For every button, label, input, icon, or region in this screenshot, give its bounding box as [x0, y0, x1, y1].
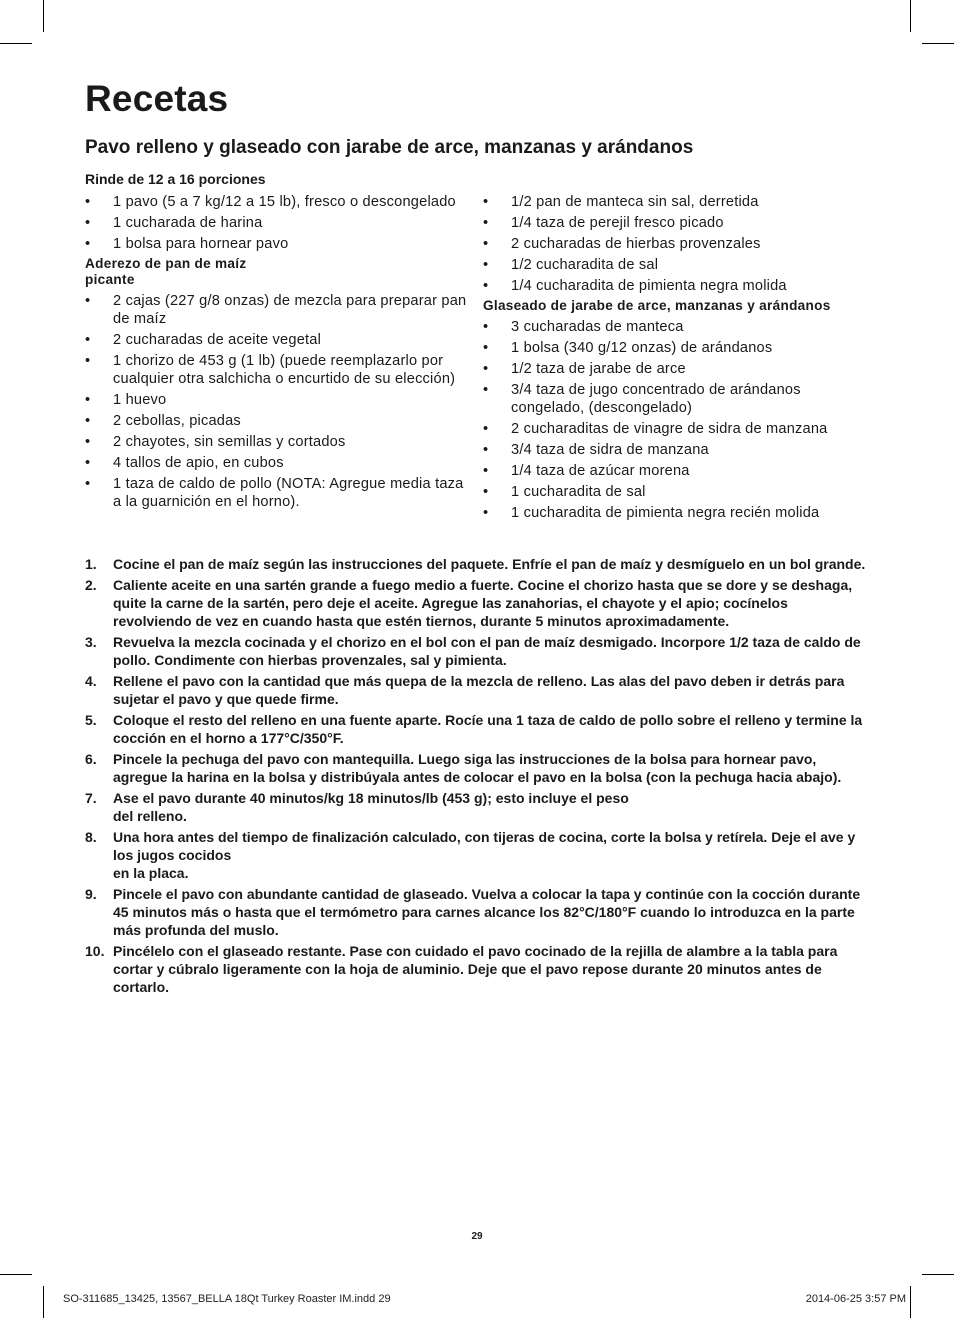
list-item: • 1/2 pan de manteca sin sal, derretida — [483, 194, 759, 210]
crop-mark — [922, 43, 954, 44]
step-item: 6. Pincele la pechuga del pavo con mantequilla. Luego siga las instrucciones de la bolsa para hornear pavo, agregue la harina en la bolsa y distribúyala antes de colocar el pavo en la bolsa (con la pechuga hacia abajo). — [85, 751, 842, 785]
list-item: • 1 pavo (5 a 7 kg/12 a 15 lb), fresco o descongelado — [85, 194, 456, 210]
dressing-ingredients-list — [85, 292, 470, 511]
list-item: • 1/4 taza de perejil fresco picado — [483, 215, 724, 231]
list-item: • 1 chorizo de 453 g (1 lb) (puede reemplazarlo por cualquier otra salchicha o encurtido de su elección) — [85, 353, 456, 387]
list-item: • 3 cucharadas de manteca — [483, 319, 684, 335]
crop-mark — [910, 1286, 911, 1318]
list-item: • 1/2 cucharadita de sal — [483, 257, 659, 273]
crop-mark — [43, 0, 44, 32]
list-item: • 2 cucharadas de aceite vegetal — [85, 332, 322, 348]
list-item: • 1/4 cucharadita de pimienta negra molida — [483, 278, 787, 294]
ingredients-right-column — [483, 193, 868, 525]
instruction-steps — [85, 555, 870, 999]
footer-file-slug: SO-311685_13425, 13567_BELLA 18Qt Turkey Roaster IM.indd 29 — [63, 1293, 391, 1305]
footer-date-slug: 2014-06-25 3:57 PM — [805, 1293, 906, 1305]
list-item: • 3/4 taza de jugo concentrado de arándanos congelado, (descongelado) — [483, 382, 801, 416]
page-title: Recetas — [85, 78, 229, 119]
list-item: • 3/4 taza de sidra de manzana — [483, 442, 709, 458]
list-item: • 1/4 taza de azúcar morena — [483, 463, 690, 479]
list-item: • 2 cucharaditas de vinagre de sidra de manzana — [483, 421, 828, 437]
list-item: • 2 chayotes, sin semillas y cortados — [85, 434, 346, 450]
dressing-heading: Aderezo de pan de maíz picante — [85, 256, 247, 287]
step-item: 1. Cocine el pan de maíz según las instrucciones del paquete. Enfríe el pan de maíz y desmíguelo en un bol grande. — [85, 556, 866, 572]
recipe-title: Pavo relleno y glaseado con jarabe de arce, manzanas y arándanos — [85, 137, 694, 158]
crop-mark — [0, 43, 32, 44]
crop-mark — [922, 1274, 954, 1275]
step-item: 8. Una hora antes del tiempo de finalización calculado, con tijeras de cocina, corte la bolsa y retírela. Deje el ave y los jugos cocidos en la placa. — [85, 829, 856, 881]
list-item: • 1 bolsa (340 g/12 onzas) de arándanos — [483, 340, 773, 356]
step-item: 9. Pincele el pavo con abundante cantidad de glaseado. Vuelva a colocar la tapa y continúe con la cocción durante 45 minutos más o hasta que el termómetro para carnes alcance los 82°C/180°F cuando lo introduzca en la parte más profunda del muslo. — [85, 886, 861, 938]
step-item: 10. Pincélelo con el glaseado restante. Pase con cuidado el pavo cocinado de la rejilla de alambre a la tabla para cortar y cúbralo ligeramente con la hoja de aluminio. Deje que el pavo repose durante 20 minutos antes de cortarlo. — [85, 943, 838, 995]
list-item: • 1 bolsa para hornear pavo — [85, 236, 289, 252]
list-item: • 1 huevo — [85, 392, 167, 408]
list-item: • 1 cucharada de harina — [85, 215, 263, 231]
glaze-heading: Glaseado de jarabe de arce, manzanas y arándanos — [483, 298, 831, 313]
step-item: 5. Coloque el resto del relleno en una fuente aparte. Rocíe una 1 taza de caldo de pollo sobre el relleno y termine la cocción en el horno a 177°C/350°F. — [85, 712, 863, 746]
step-item: 7. Ase el pavo durante 40 minutos/kg 18 minutos/lb (453 g); esto incluye el peso del relleno. — [85, 790, 629, 824]
glaze-ingredients-list — [483, 318, 868, 522]
step-item: 4. Rellene el pavo con la cantidad que más quepa de la mezcla de relleno. Las alas del pavo deben ir detrás para sujetar el pavo y que quede firme. — [85, 673, 845, 707]
crop-mark — [43, 1286, 44, 1318]
crop-mark — [0, 1274, 32, 1275]
page-number: 29 — [471, 1231, 483, 1242]
list-item: • 1 cucharadita de sal — [483, 484, 646, 500]
main-ingredients-list — [85, 193, 470, 253]
list-item: • 2 cucharadas de hierbas provenzales — [483, 236, 761, 252]
list-item: • 2 cajas (227 g/8 onzas) de mezcla para preparar pan de maíz — [85, 293, 467, 327]
list-item: • 2 cebollas, picadas — [85, 413, 241, 429]
step-item: 2. Caliente aceite en una sartén grande a fuego medio a fuerte. Cocine el chorizo hasta que se dore y se deshaga, quite la carne de la sartén, pero deje el aceite. Agregue las zanahorias, el chayote y el apio; cocínelos revolviendo de vez en cuando hasta que estén tiernos, durante 5 minutos aproximadamente. — [85, 577, 853, 629]
recipe-yield: Rinde de 12 a 16 porciones — [85, 171, 266, 187]
ingredients-left-column — [85, 193, 470, 514]
step-item: 3. Revuelva la mezcla cocinada y el chorizo en el bol con el pan de maíz desmigado. Incorpore 1/2 taza de caldo de pollo. Condimente con hierbas provenzales, sal y pimienta. — [85, 634, 861, 668]
list-item: • 4 tallos de apio, en cubos — [85, 455, 284, 471]
list-item: • 1 taza de caldo de pollo (NOTA: Agregue media taza a la guarnición en el horno). — [85, 476, 464, 510]
crop-mark — [910, 0, 911, 32]
continued-ingredients-list — [483, 193, 868, 295]
list-item: • 1 cucharadita de pimienta negra recién molida — [483, 505, 820, 521]
list-item: • 1/2 taza de jarabe de arce — [483, 361, 686, 377]
